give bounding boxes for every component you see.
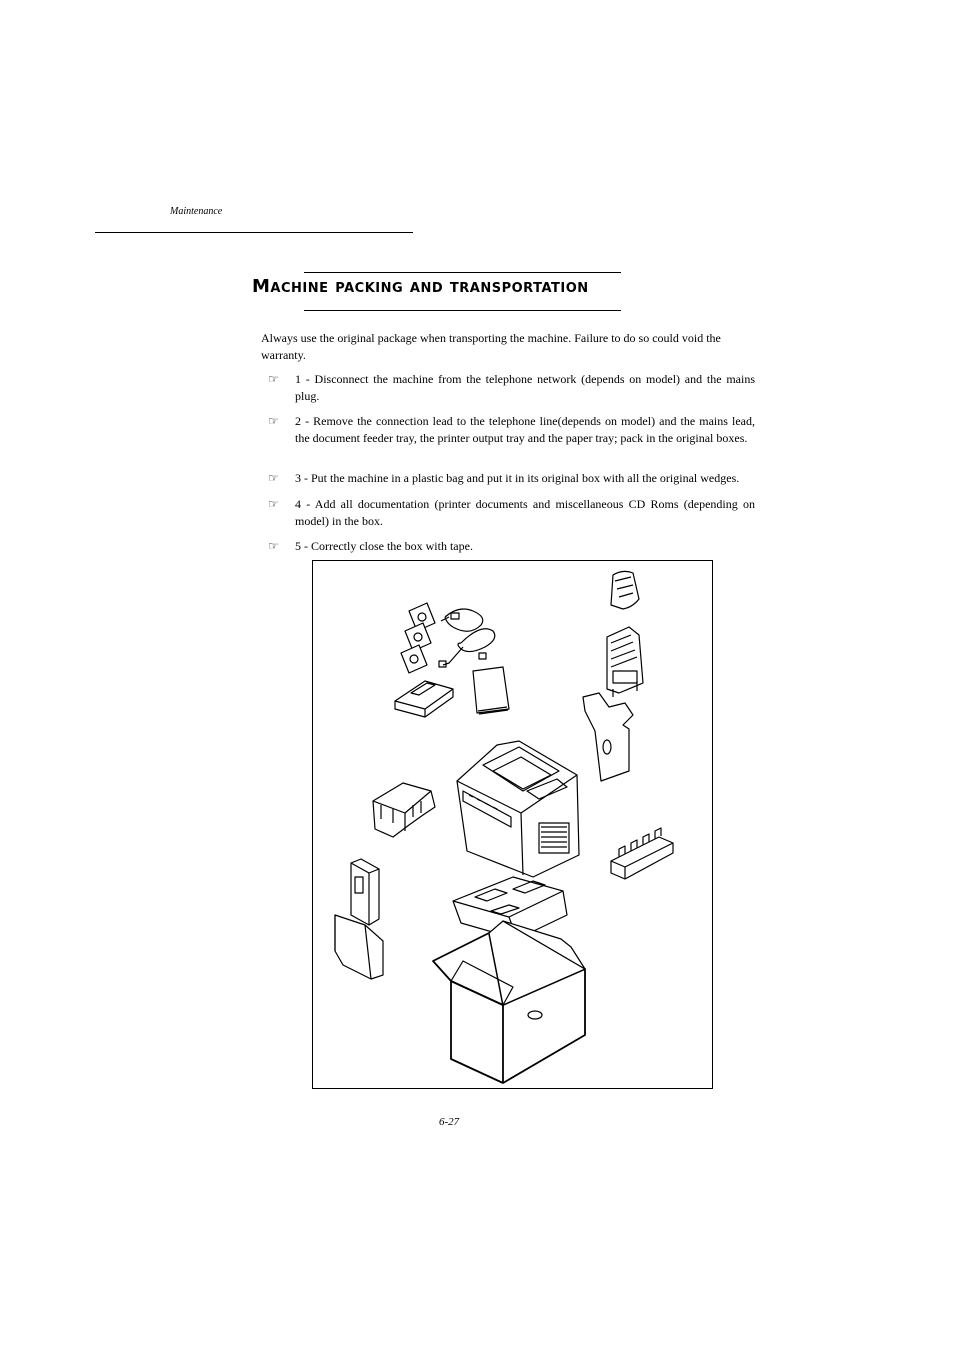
fax-machine-icon: [457, 741, 579, 877]
step-3: [268, 470, 755, 487]
step-text: 3 - Put the machine in a plastic bag and put it in its original box with all the original wedges.: [295, 471, 740, 485]
step-2: [268, 413, 755, 446]
cardboard-box-icon: [433, 921, 585, 1083]
page-number: 6-27: [439, 1116, 460, 1128]
support-wedge-icon: [351, 859, 379, 925]
step-text: 2 - Remove the connection lead to the telephone line(depends on model) and the mains lead, the document feeder tray, the printer output tray and the paper tray; pack in the original boxes.: [295, 414, 755, 445]
comb-wedge-icon: [611, 828, 673, 879]
user-manual-icon: [473, 667, 509, 714]
step-1: [268, 371, 755, 404]
step-4: [268, 496, 755, 529]
mains-cord-icon: [441, 609, 483, 631]
header-rule: [95, 232, 413, 233]
running-header: Maintenance: [170, 206, 223, 217]
packing-illustration: [312, 560, 713, 1089]
step-text: 1 - Disconnect the machine from the telephone network (depends on model) and the mains plug.: [295, 372, 755, 403]
title-rule-bottom: [304, 310, 621, 311]
side-wedge-icon: [583, 693, 633, 781]
phone-cord-icon: [439, 629, 495, 667]
section-title: Machine packing and transportation: [252, 276, 589, 297]
step-5: [268, 538, 755, 555]
intro-paragraph: Always use the original package when transporting the machine. Failure to do so could void the warranty.: [261, 331, 721, 362]
step-text: 4 - Add all documentation (printer documents and miscellaneous CD Roms (depending on model) in the box.: [295, 497, 755, 528]
step-text: 5 - Correctly close the box with tape.: [295, 539, 473, 553]
title-rule-top: [304, 272, 621, 273]
flat-panel-icon: [335, 915, 383, 979]
pointing-hand-icon: ☞: [268, 471, 279, 485]
document-feeder-tray-icon: [611, 571, 639, 609]
small-wedge-icon: [395, 681, 453, 717]
pointing-hand-icon: ☞: [268, 497, 279, 511]
pointing-hand-icon: ☞: [268, 414, 279, 428]
left-wedge-icon: [373, 783, 435, 837]
pointing-hand-icon: ☞: [268, 539, 279, 553]
pointing-hand-icon: ☞: [268, 372, 279, 386]
paper-tray-icon: [607, 627, 643, 697]
cd-sleeves-icon: [401, 603, 435, 673]
